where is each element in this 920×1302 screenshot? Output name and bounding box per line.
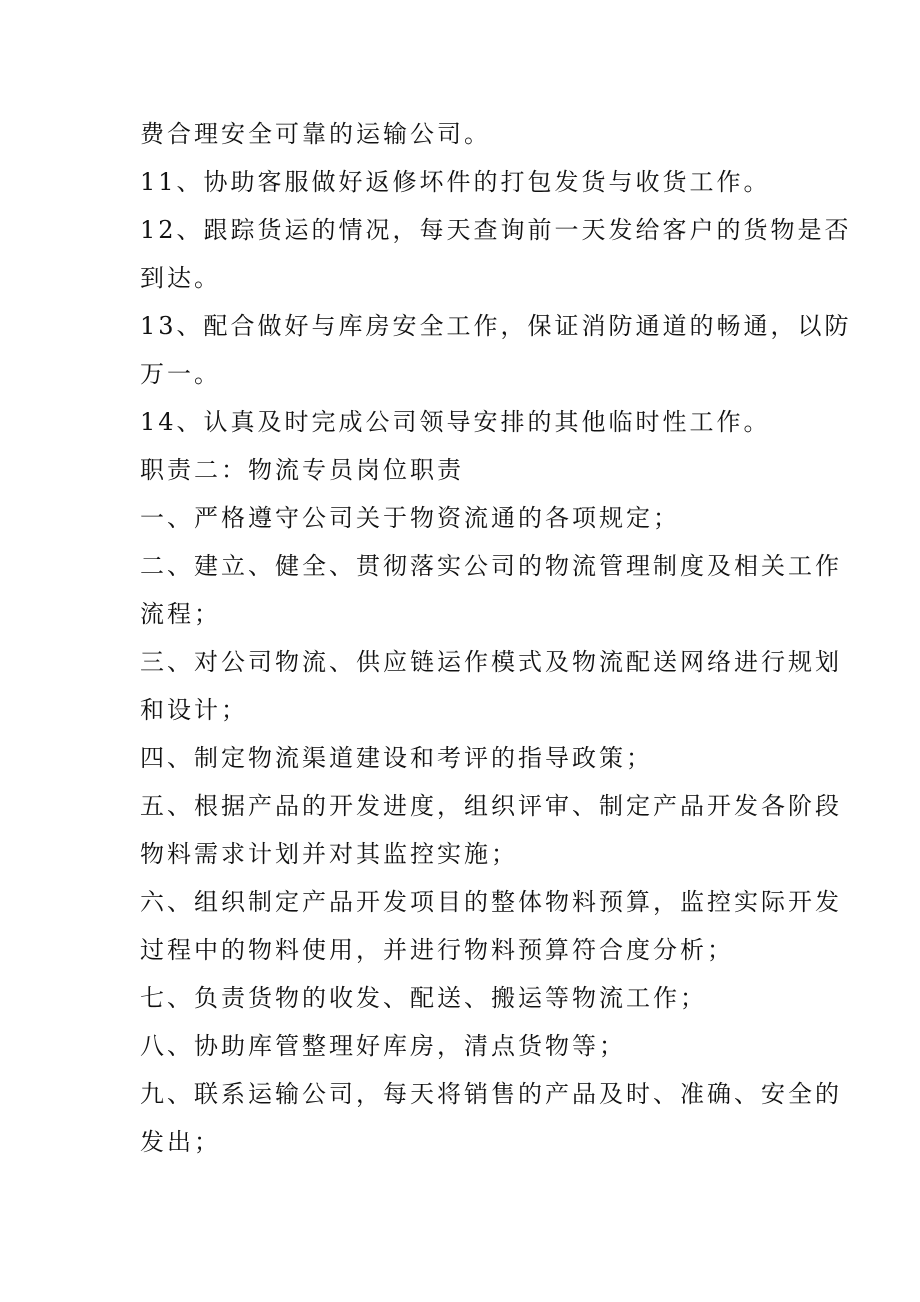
text-line: 八、协助库管整理好库房，清点货物等； [140,1032,626,1060]
section-heading: 职责二：物流专员岗位职责 [140,456,464,484]
text-line: 七、负责货物的收发、配送、搬运等物流工作； [140,984,707,1012]
text-line: 四、制定物流渠道建设和考评的指导政策； [140,744,653,772]
text-line: 万一。 [140,360,221,388]
text-line: 12、跟踪货运的情况，每天查询前一天发给客户的货物是否 [140,216,852,244]
document-body [140,110,852,1166]
text-line: 流程； [140,600,221,628]
text-line: 11、协助客服做好返修坏件的打包发货与收货工作。 [140,168,771,196]
text-line: 发出； [140,1128,221,1156]
text-line: 三、对公司物流、供应链运作模式及物流配送网络进行规划 [140,648,842,676]
text-line: 和设计； [140,696,248,724]
text-line: 五、根据产品的开发进度，组织评审、制定产品开发各阶段 [140,792,842,820]
text-line: 费合理安全可靠的运输公司。 [140,120,491,148]
text-line: 过程中的物料使用，并进行物料预算符合度分析； [140,936,734,964]
text-line: 到达。 [140,264,221,292]
text-line: 二、建立、健全、贯彻落实公司的物流管理制度及相关工作 [140,552,842,580]
text-line: 物料需求计划并对其监控实施； [140,840,518,868]
text-line: 14、认真及时完成公司领导安排的其他临时性工作。 [140,408,771,436]
text-line: 13、配合做好与库房安全工作，保证消防通道的畅通，以防 [140,312,852,340]
text-line: 一、严格遵守公司关于物资流通的各项规定； [140,504,680,532]
text-line: 九、联系运输公司，每天将销售的产品及时、准确、安全的 [140,1080,842,1108]
text-line: 六、组织制定产品开发项目的整体物料预算，监控实际开发 [140,888,842,916]
